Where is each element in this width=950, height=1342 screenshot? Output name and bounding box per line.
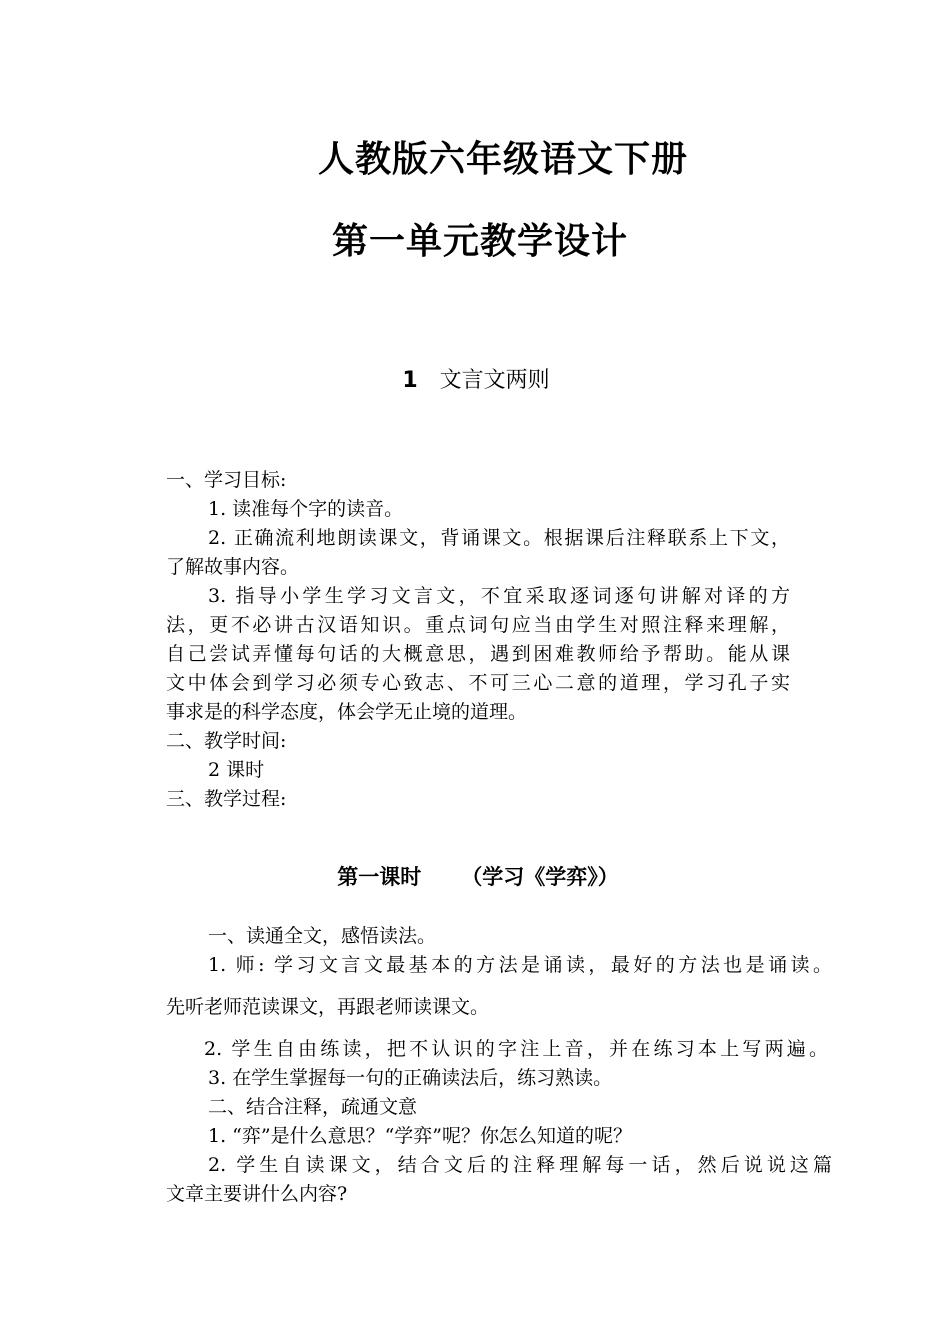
step1-item2: 2. 学生自由练读，把不认识的字注上音，并在练习本上写两遍。 bbox=[204, 1038, 828, 1060]
goals-section bbox=[166, 466, 790, 814]
document-title-line1: 人教版六年级语文下册 bbox=[317, 139, 688, 180]
process-heading: 三、教学过程: bbox=[166, 788, 287, 810]
time-value: 2 课时 bbox=[208, 759, 265, 781]
lesson-title bbox=[0, 366, 950, 396]
step2-item2-line1: 2. 学生自读课文，结合文后的注释理解每一话，然后说说这篇 bbox=[208, 1154, 832, 1176]
goal-item-3-line2: 法，更不必讲古汉语知识。重点词句应当由学生对照注释来理解， bbox=[166, 614, 790, 636]
goals-heading: 一、学习目标: bbox=[166, 469, 287, 491]
period-topic: （学习《学弈》） bbox=[461, 865, 619, 889]
goal-item-1: 1. 读准每个字的读音。 bbox=[208, 498, 404, 520]
time-heading: 二、教学时间: bbox=[166, 730, 287, 752]
step2-item1: 1. “弈”是什么意思？“学弈”呢？你怎么知道的呢？ bbox=[208, 1125, 633, 1147]
goal-item-3-line4: 文中体会到学习必须专心致志、不可三心二意的道理，学习孔子实 bbox=[166, 672, 790, 694]
period-title bbox=[0, 862, 950, 892]
period-name: 第一课时 bbox=[337, 865, 422, 889]
step1-item3: 3. 在学生掌握每一句的正确读法后，练习熟读。 bbox=[208, 1067, 613, 1089]
lesson-number: 1 bbox=[402, 368, 418, 393]
lesson-name: 文言文两则 bbox=[439, 368, 550, 393]
document-title-line2: 第一单元教学设计 bbox=[331, 221, 628, 262]
goal-item-3-line5: 事求是的科学态度，体会学无止境的道理。 bbox=[166, 701, 528, 723]
goal-item-3-line3: 自己尝试弄懂每句话的大概意思，遇到困难教师给予帮助。能从课 bbox=[166, 643, 790, 665]
step1-item1-line1: 1. 师: 学习文言文最基本的方法是诵读，最好的方法也是诵读。 bbox=[208, 954, 832, 976]
goal-item-2-line2: 了解故事内容。 bbox=[166, 556, 300, 578]
step2-item2-line2: 文章主要讲什么内容? bbox=[166, 1183, 348, 1205]
step1-heading: 一、读通全文，感悟读法。 bbox=[208, 925, 437, 947]
step1-item1-line2: 先听老师范读课文，再跟老师读课文。 bbox=[166, 996, 490, 1018]
goal-item-2-line1: 2. 正确流利地朗读课文，背诵课文。根据课后注释联系上下文， bbox=[208, 527, 790, 549]
goal-item-3-line1: 3. 指导小学生学习文言文，不宜采取逐词逐句讲解对译的方 bbox=[208, 585, 790, 607]
step2-heading: 二、结合注释，疏通文意 bbox=[208, 1096, 418, 1118]
